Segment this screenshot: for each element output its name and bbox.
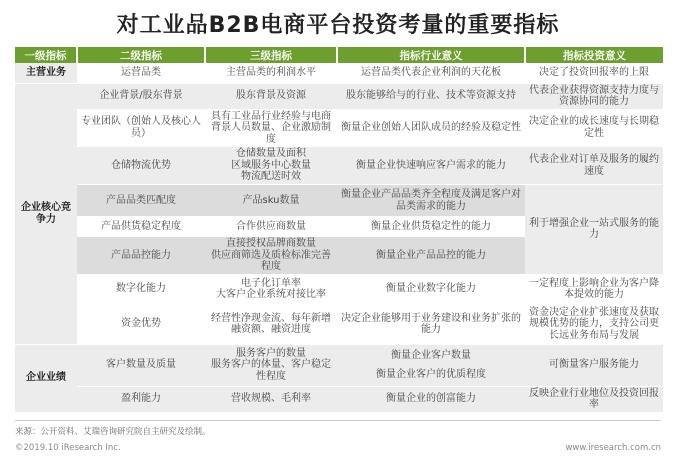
header-level1: 一级指标 <box>15 47 77 63</box>
level3-cell: 具有工业品行业经验与电商背景人员数量、企业激励制度 <box>205 109 337 147</box>
level3-cell <box>205 147 337 185</box>
industry-cell: 衡量企业产品品控的能力 <box>337 237 525 275</box>
level3-line: 区域服务中心数量 <box>231 159 311 171</box>
footer-divider <box>15 420 661 421</box>
source-note: 来源：公开资料、艾瑞咨询研究院自主研究及绘制。 <box>15 427 211 437</box>
industry-cell: 衡量企业产品品类齐全程度及满足客户对品类需求的能力 <box>337 185 525 217</box>
table-row <box>15 83 663 109</box>
investment-cell: 可衡量客户服务能力 <box>525 344 663 386</box>
level2-cell: 仓储物流优势 <box>77 147 205 185</box>
level3-cell: 产品sku数量 <box>205 185 337 217</box>
industry-cell: 衡量企业数字化能力 <box>337 274 525 304</box>
level2-cell: 专业团队（创始人及核心人员） <box>77 109 205 147</box>
level3-line: 直接授权品牌商数量 <box>226 238 316 249</box>
investment-cell: 资金决定企业扩张速度及获取规模优势的能力，支持公司更长远业务布局与发展 <box>525 304 663 344</box>
level3-cell: 经营性净现金流、每年新增融资额、融资进度 <box>205 304 337 344</box>
table-row <box>15 147 663 185</box>
header-level2: 二级指标 <box>77 47 205 63</box>
level3-cell <box>205 274 337 304</box>
table-row <box>15 63 663 83</box>
industry-line: 衡量企业客户数量 <box>391 349 471 361</box>
table-row <box>15 274 663 304</box>
industry-cell <box>337 344 525 386</box>
header-investment-meaning: 指标投资意义 <box>525 47 663 63</box>
industry-cell: 衡量企业创始人团队成员的经验及稳定性 <box>337 109 525 147</box>
level2-cell: 产品品控能力 <box>77 237 205 275</box>
level3-line: 电子化订单率 <box>241 277 301 289</box>
indicator-table <box>15 47 663 413</box>
level2-cell: 客户数量及质量 <box>77 344 205 386</box>
industry-cell: 衡量企业供货稳定性的能力 <box>337 217 525 237</box>
level2-cell: 数字化能力 <box>77 274 205 304</box>
level3-line: 服务客户的体量、客户稳定性程度 <box>211 359 331 382</box>
level3-line: 服务客户的数量 <box>236 347 306 359</box>
table-row <box>15 344 663 386</box>
header-level3: 三级指标 <box>205 47 337 63</box>
level3-cell <box>205 344 337 386</box>
level2-cell: 运营品类 <box>77 63 205 83</box>
investment-cell: 代表企业获得资源支持力度与资源协同的能力 <box>525 83 663 109</box>
level1-cell: 企业业绩 <box>15 344 77 412</box>
industry-cell: 决定企业能够用于业务建设和业务扩张的能力 <box>337 304 525 344</box>
industry-cell: 衡量企业的创富能力 <box>337 386 525 412</box>
copyright: ©2019.10 iResearch Inc. <box>15 443 121 453</box>
level3-cell: 营收规模、毛利率 <box>205 386 337 412</box>
level2-cell: 产品供货稳定程度 <box>77 217 205 237</box>
table-row <box>15 304 663 344</box>
level3-cell: 股东背景及资源 <box>205 83 337 109</box>
investment-cell: 反映企业行业地位及投资回报率 <box>525 386 663 412</box>
level2-cell: 盈利能力 <box>77 386 205 412</box>
industry-cell: 衡量企业快速响应客户需求的能力 <box>337 147 525 185</box>
investment-cell: 代表企业对订单及服务的履约速度 <box>525 147 663 185</box>
level3-line: 供应商筛选及质检标准完善程度 <box>211 249 331 272</box>
level1-cell: 主营业务 <box>15 63 77 83</box>
investment-cell: 一定程度上影响企业为客户降本提效的能力 <box>525 274 663 304</box>
level3-line: 仓储数量及面积 <box>236 148 306 160</box>
level1-cell: 企业核心竞争力 <box>15 83 77 344</box>
table-header-row <box>15 47 663 63</box>
level2-cell: 资金优势 <box>77 304 205 344</box>
investment-cell: 决定企业的成长速度与长期稳定性 <box>525 109 663 147</box>
industry-cell: 运营品类代表企业利润的天花板 <box>337 63 525 83</box>
level3-cell: 主营品类的利润水平 <box>205 63 337 83</box>
website-url: www.iresearch.com.cn <box>565 443 661 453</box>
investment-cell: 利于增强企业一站式服务的能力 <box>525 185 663 275</box>
page-title: 对工业品B2B电商平台投资考量的重要指标 <box>116 13 560 38</box>
level2-cell: 产品品类匹配度 <box>77 185 205 217</box>
industry-line: 衡量企业客户的优质程度 <box>376 369 486 380</box>
level3-cell <box>205 237 337 275</box>
level3-line: 物流配送时效 <box>241 171 301 183</box>
level3-line: 大客户企业系统对接比率 <box>216 289 326 300</box>
table-row <box>15 185 663 217</box>
header-industry-meaning: 指标行业意义 <box>337 47 525 63</box>
table-row <box>15 109 663 147</box>
level3-cell: 合作供应商数量 <box>205 217 337 237</box>
investment-cell: 决定了投资回报率的上限 <box>525 63 663 83</box>
level2-cell: 企业背景/股东背景 <box>77 83 205 109</box>
industry-cell: 股东能够给与的行业、技术等资源支持 <box>337 83 525 109</box>
table-row <box>15 386 663 412</box>
